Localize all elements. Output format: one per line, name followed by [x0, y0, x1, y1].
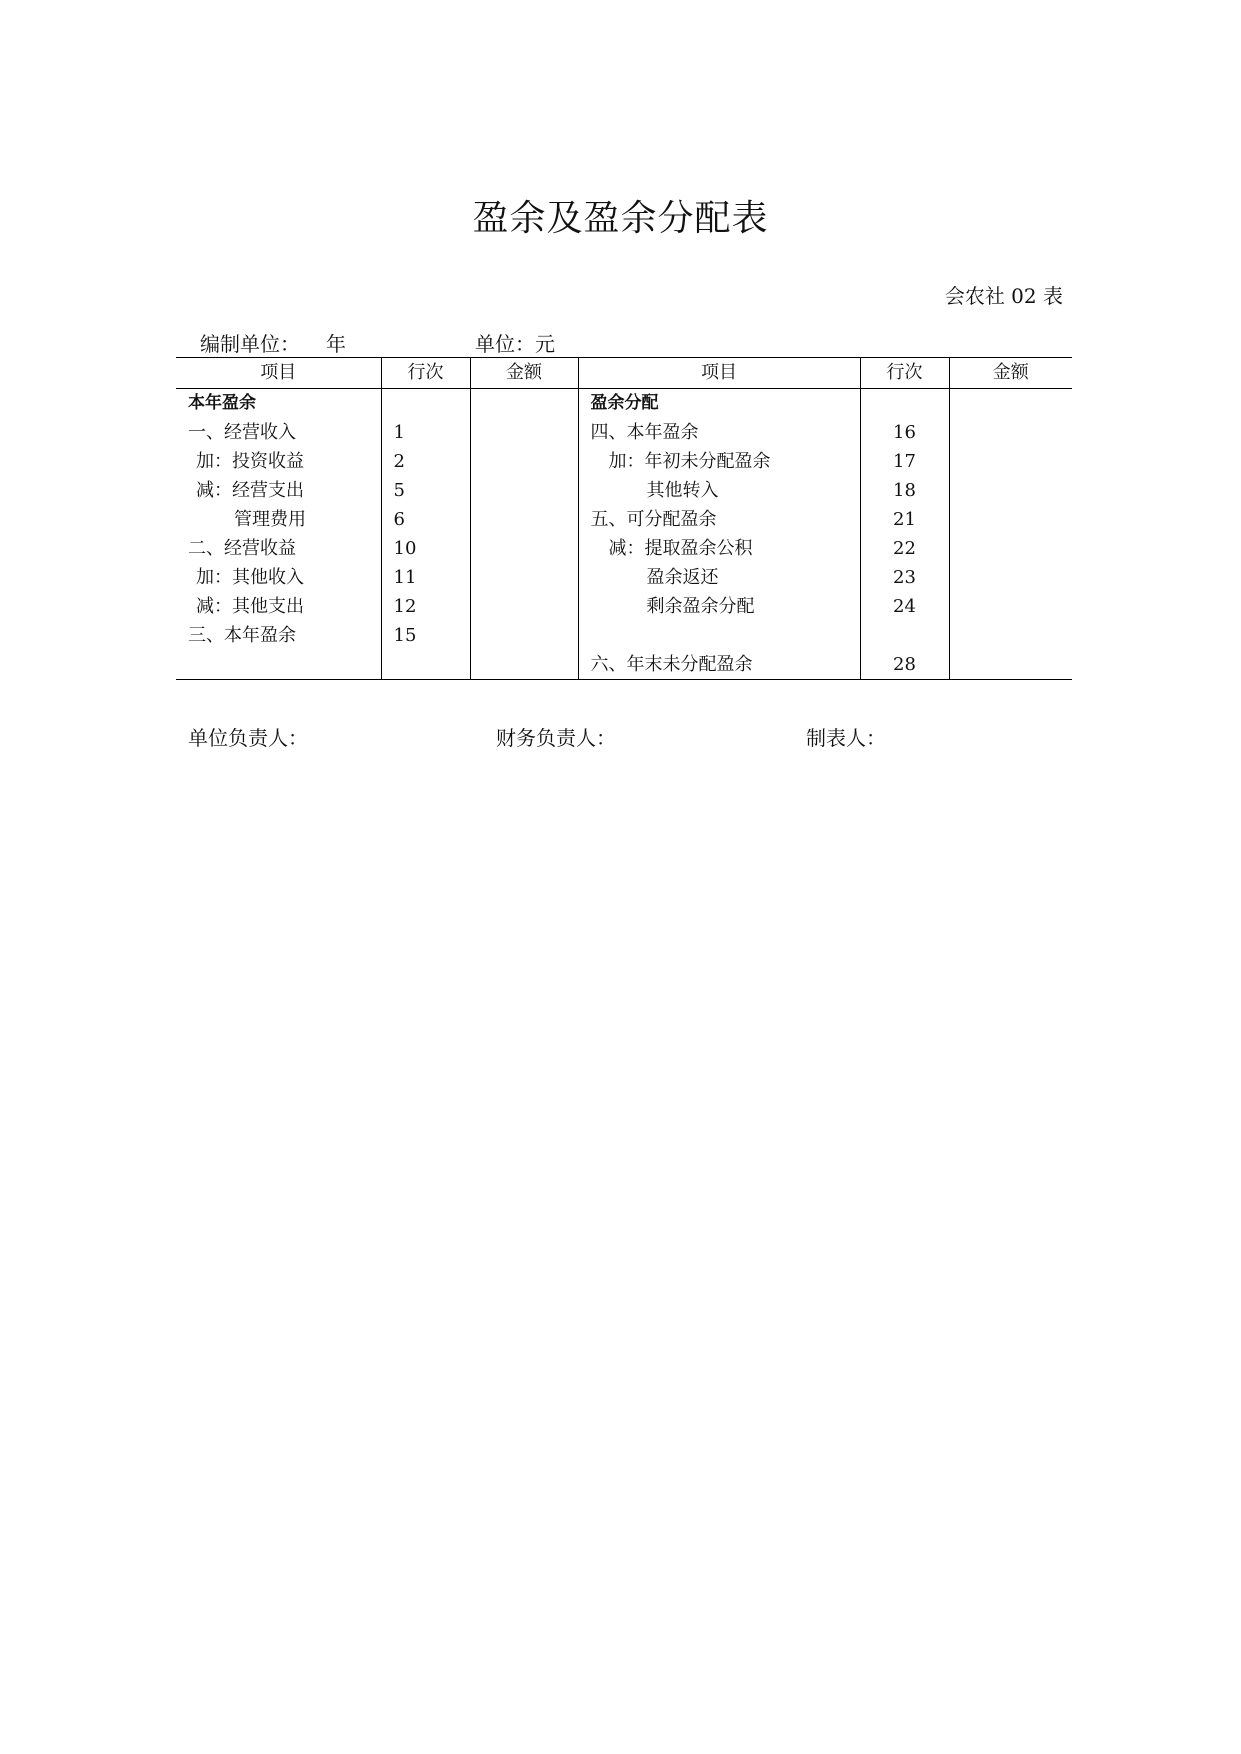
amount-cell [470, 389, 578, 419]
item-label: 盈余返还 [578, 563, 860, 592]
item-label: 管理费用 [234, 509, 306, 530]
row-number: 23 [860, 563, 949, 592]
table-row [176, 621, 1072, 650]
unit-label: 编制单位： [200, 332, 300, 356]
item-label: 盈余分配 [578, 389, 860, 419]
row-number: 2 [381, 447, 470, 476]
item-label: 加：年初未分配盈余 [578, 447, 860, 476]
row-number: 16 [860, 418, 949, 447]
amount-cell [949, 476, 1072, 505]
amount-cell [949, 592, 1072, 621]
table-header-row [176, 358, 1072, 389]
item-label [176, 650, 381, 680]
row-number: 6 [381, 505, 470, 534]
table-row [176, 650, 1072, 680]
item-label: 减：其他支出 [196, 596, 304, 617]
amount-cell [949, 650, 1072, 680]
row-number: 1 [381, 418, 470, 447]
header-item-left: 项目 [176, 358, 381, 389]
table-row [176, 418, 1072, 447]
row-number: 21 [860, 505, 949, 534]
item-label: 其他转入 [578, 476, 860, 505]
item-label: 本年盈余 [188, 393, 256, 413]
row-number: 17 [860, 447, 949, 476]
item-label: 三、本年盈余 [188, 625, 296, 646]
row-number: 5 [381, 476, 470, 505]
table-row [176, 592, 1072, 621]
item-label: 剩余盈余分配 [578, 592, 860, 621]
form-number: 会农社 02 表 [944, 284, 1063, 308]
amount-cell [470, 476, 578, 505]
table-row [176, 447, 1072, 476]
amount-cell [470, 621, 578, 650]
header-row-no-right: 行次 [860, 358, 949, 389]
header-amount-right: 金额 [949, 358, 1072, 389]
unit-head-signature: 单位负责人： [188, 726, 308, 750]
amount-cell [470, 505, 578, 534]
row-number [381, 650, 470, 680]
amount-cell [949, 447, 1072, 476]
row-number: 22 [860, 534, 949, 563]
table-row [176, 476, 1072, 505]
amount-cell [949, 505, 1072, 534]
prepared-by-unit [200, 328, 346, 357]
row-number [381, 389, 470, 419]
row-number: 28 [860, 650, 949, 680]
amount-cell [949, 534, 1072, 563]
header-item-right: 项目 [578, 358, 860, 389]
amount-cell [470, 592, 578, 621]
table-row [176, 389, 1072, 419]
row-number: 15 [381, 621, 470, 650]
row-number [860, 389, 949, 419]
amount-cell [470, 447, 578, 476]
item-label [578, 621, 860, 650]
row-number [860, 621, 949, 650]
amount-cell [949, 389, 1072, 419]
amount-cell [470, 563, 578, 592]
amount-cell [470, 418, 578, 447]
amount-cell [470, 650, 578, 680]
preparer-signature: 制表人： [806, 726, 886, 750]
table-row [176, 563, 1072, 592]
header-row-no-left: 行次 [381, 358, 470, 389]
item-label: 五、可分配盈余 [578, 505, 860, 534]
amount-cell [949, 563, 1072, 592]
item-label: 四、本年盈余 [578, 418, 860, 447]
amount-cell [949, 418, 1072, 447]
row-number: 18 [860, 476, 949, 505]
finance-head-signature: 财务负责人： [496, 726, 616, 750]
item-label: 二、经营收益 [188, 538, 296, 559]
item-label: 减：经营支出 [196, 480, 304, 501]
item-label: 六、年末未分配盈余 [578, 650, 860, 680]
header-amount-left: 金额 [470, 358, 578, 389]
row-number: 12 [381, 592, 470, 621]
amount-cell [470, 534, 578, 563]
year-label: 年 [326, 332, 346, 356]
row-number: 10 [381, 534, 470, 563]
table-row [176, 505, 1072, 534]
page-title: 盈余及盈余分配表 [472, 198, 769, 239]
item-label: 一、经营收入 [188, 422, 296, 443]
item-label: 减：提取盈余公积 [578, 534, 860, 563]
currency-unit: 单位：元 [475, 332, 555, 356]
row-number: 24 [860, 592, 949, 621]
item-label: 加：其他收入 [196, 567, 304, 588]
surplus-distribution-table [176, 357, 1072, 680]
table-row [176, 534, 1072, 563]
item-label: 加：投资收益 [196, 451, 304, 472]
amount-cell [949, 621, 1072, 650]
row-number: 11 [381, 563, 470, 592]
